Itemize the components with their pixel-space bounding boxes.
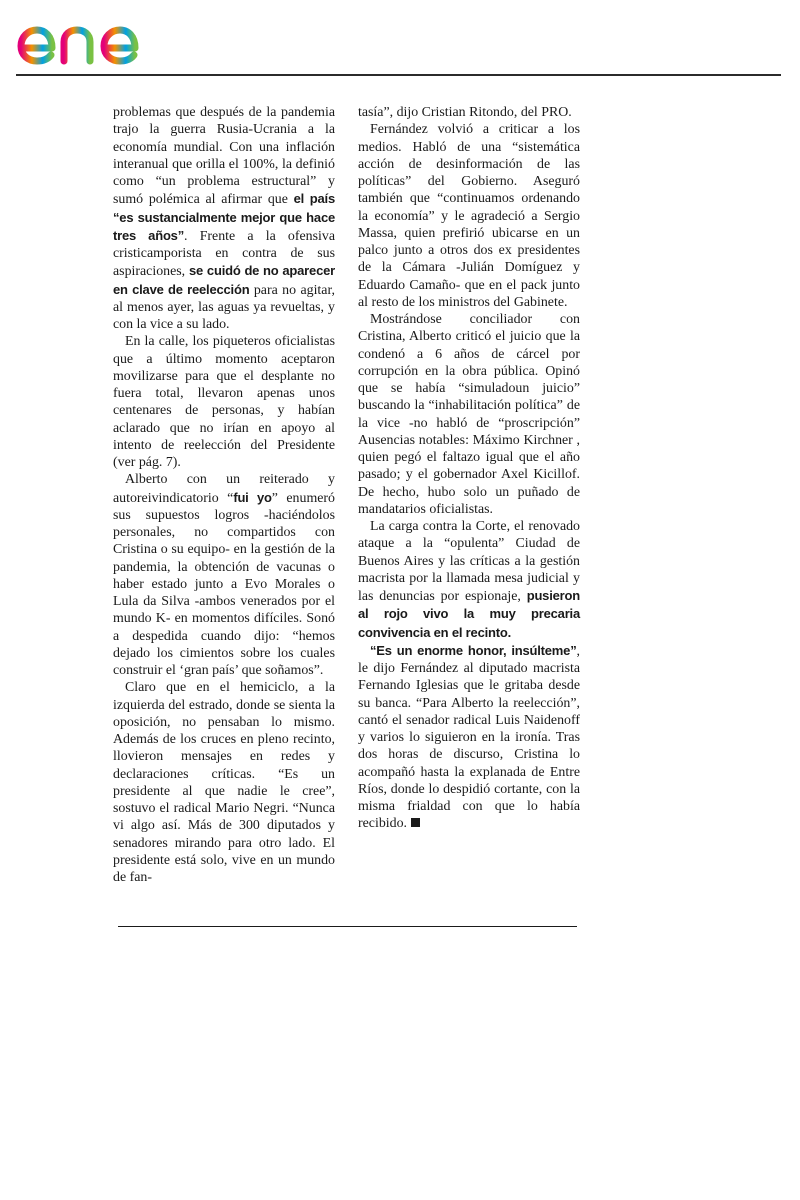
article-end-mark xyxy=(411,818,420,827)
article-paragraph xyxy=(113,471,335,679)
text-run: Fernández volvió a criticar a los medios. Habló de una “sistemática acción de desinformación de las políticas” del Gobierno. Aseguró también que “continuamos ordenando la economía” y le agradeció a Sergio Massa, quien prefirió ubicarse en un palco junto a otros dos ex presidentes de la Cámara -Julián Domíguez y Eduardo Camaño- que en el pack junto al resto de los ministros del Gabinete. xyxy=(358,122,580,310)
text-run: problemas que después de la pandemia trajo la guerra Rusia-Ucrania a la economía mundial. Con una inflación interanual que orilla el 100%, la definió como “un problema estructural” y sumó polémica al afirmar que xyxy=(113,105,335,208)
text-run: tasía”, dijo Cristian Ritondo, del PRO. xyxy=(358,105,572,120)
bold-text-run: el país “es sustancialmente mejor que hace tres años” xyxy=(113,191,335,243)
bold-text-run: “Es un enorme honor, insúlteme” xyxy=(370,642,577,658)
text-run: La carga contra la Corte, el renovado ataque a la “opulenta” Ciudad de Buenos Aires y las críticas a la gestión macrista por la llamada mesa judicial y las denuncias por espionaje, xyxy=(358,519,580,604)
footer-rule xyxy=(118,926,577,927)
article-paragraph xyxy=(113,679,335,886)
article-column-right xyxy=(358,104,580,833)
article-paragraph xyxy=(358,104,580,121)
enel-logo xyxy=(14,12,174,68)
text-run: En la calle, los piqueteros oficialistas que a último momento aceptaron movilizarse para que el desplante no fuera total, llevaron apenas unos centenares de personas, y habían aclarado que no irían en apoyo al intento de reelección del Presidente (ver pág. 7). xyxy=(113,334,335,470)
text-run: para no agitar, al menos ayer, las aguas ya revueltas, y con la vice a su lado. xyxy=(113,282,335,332)
text-run: . Frente a la ofensiva cristicamporista en contra de sus aspiraciones, xyxy=(113,228,335,280)
article-column-left xyxy=(113,104,335,886)
article-paragraph xyxy=(358,311,580,518)
bold-text-run: pusieron al rojo vivo la muy precaria convivencia en el recinto. xyxy=(358,588,580,640)
text-run: , le dijo Fernández al diputado macrista Fernando Iglesias que le gritaba desde su banca. “Para Alberto la reelección”, cantó el senador radical Luis Naidenoff y varios lo siguieron en la ironía. Tras dos horas de discurso, Cristina lo acompañó hasta la explanada de Entre Ríos, donde lo despidió cortante, con la misma frialdad con que lo había recibido. xyxy=(358,643,580,832)
article-paragraph xyxy=(358,518,580,642)
article-paragraph xyxy=(113,104,335,333)
bold-text-run: fui yo xyxy=(233,489,272,505)
article-paragraph xyxy=(358,121,580,311)
bold-text-run: se cuidó de no aparecer en clave de reelección xyxy=(113,263,335,297)
article-paragraph xyxy=(113,333,335,471)
text-run: Alberto con un reiterado y autoreivindicatorio “ xyxy=(113,472,335,506)
text-run: ” enumeró sus supuestos logros -haciéndolos personales, no compartidos con Cristina o su equipo- en la gestión de la pandemia, la obtención de vacunas o haber estado junto a Evo Morales o Lula da Silva -ambos venerados por el mundo K- en momentos difíciles. Sonó a despedida cuando dijo: “hemos dejado los cimientos sobre los cuales construir el ‘gran país’ que soñamos”. xyxy=(113,490,335,678)
article-paragraph xyxy=(358,642,580,833)
text-run: Mostrándose conciliador con Cristina, Alberto criticó el juicio que la condenó a 6 años de cárcel por corrupción en la obra pública. Opinó que se había “simuladoun juicio” buscando la “inhabilitación política” de la vice -no habló de “proscripción” Ausencias notables: Máximo Kirchner , quien pegó el faltazo igual que el año pasado; y el gobernador Axel Kicillof. De hecho, hubo solo un puñado de mandatarios oficialistas. xyxy=(358,312,580,517)
header-rule xyxy=(16,74,781,76)
text-run: Claro que en el hemiciclo, a la izquierda del estrado, donde se sienta la oposición, no pensaban lo mismo. Además de los cruces en pleno recinto, llovieron mensajes en redes y declaraciones críticas. “Es un presidente al que nadie le cree”, sostuvo el radical Mario Negri. “Nunca vi algo así. Más de 300 diputados y senadores mirando para otro lado. El presidente está solo, vive en un mundo de fan- xyxy=(113,680,335,885)
